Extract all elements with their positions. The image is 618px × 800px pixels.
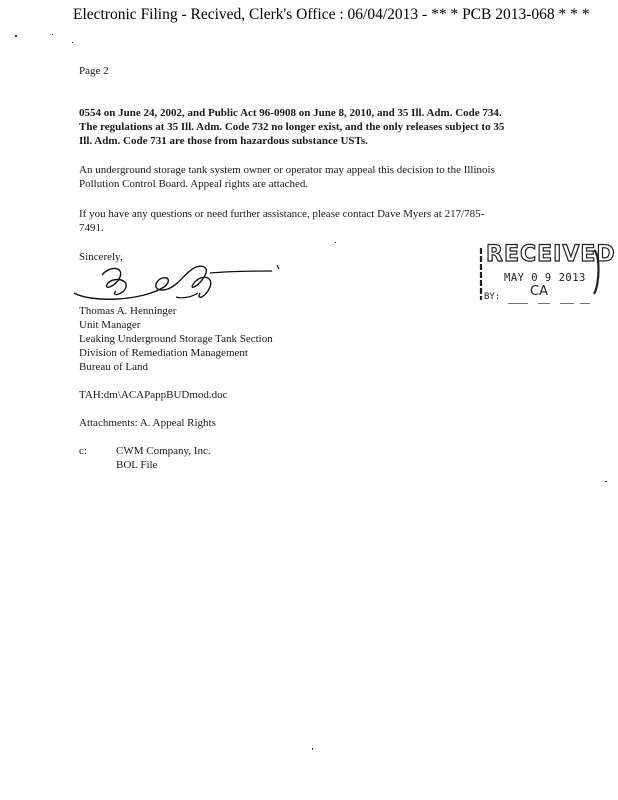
received-stamp — [478, 242, 616, 304]
page-number: Page 2 — [79, 65, 109, 77]
stamp-initials: CA — [530, 284, 548, 299]
paragraph-3-line-1: If you have any questions or need further assistance, please contact Dave Myers at 217/785- — [79, 208, 485, 220]
stamp-date: MAY 0 9 2013 — [504, 272, 586, 284]
cc-recipient: BOL File — [116, 459, 158, 471]
signer-division: Division of Remediation Management — [79, 347, 248, 359]
cc-label: c: — [79, 445, 87, 457]
signer-section: Leaking Underground Storage Tank Section — [79, 333, 273, 345]
paragraph-2-line-2: Pollution Control Board. Appeal rights are attached. — [79, 178, 309, 190]
signer-name: Thomas A. Henninger — [79, 305, 177, 317]
signer-bureau: Bureau of Land — [79, 361, 149, 373]
paragraph-1-line-1: 0554 on June 24, 2002, and Public Act 96-0908 on June 8, 2010, and 35 Ill. Adm. Code 734. — [79, 107, 502, 119]
scan-speck — [52, 34, 53, 35]
paragraph-3-line-2: 7491. — [79, 222, 104, 234]
scan-speck — [312, 748, 313, 750]
paragraph-1-line-2: The regulations at 35 Ill. Adm. Code 732 no longer exist, and the only releases subject to 35 — [79, 121, 505, 133]
stamp-received-word: RECEIVED — [486, 242, 616, 267]
reference-initials: TAH:dm\ACAPappBUDmod.doc — [79, 389, 228, 401]
paragraph-2-line-1: An underground storage tank system owner or operator may appeal this decision to the Illinois — [79, 164, 495, 176]
scan-speck — [605, 481, 607, 482]
cc-recipient: CWM Company, Inc. — [116, 445, 211, 457]
signer-title: Unit Manager — [79, 319, 141, 331]
attachments-line: Attachments: A. Appeal Rights — [79, 417, 216, 429]
filing-header: Electronic Filing - Recived, Clerk's Office : 06/04/2013 - ** * PCB 2013-068 * * * — [73, 6, 590, 23]
handwritten-signature — [72, 257, 287, 307]
scan-speck — [335, 242, 336, 243]
paragraph-1-line-3: Ill. Adm. Code 731 are those from hazardous substance USTs. — [79, 135, 368, 147]
stamp-by-label: BY: — [484, 292, 501, 302]
scan-speck — [72, 42, 73, 43]
closing-salutation: Sincerely, — [79, 251, 123, 263]
scan-speck — [15, 35, 17, 37]
